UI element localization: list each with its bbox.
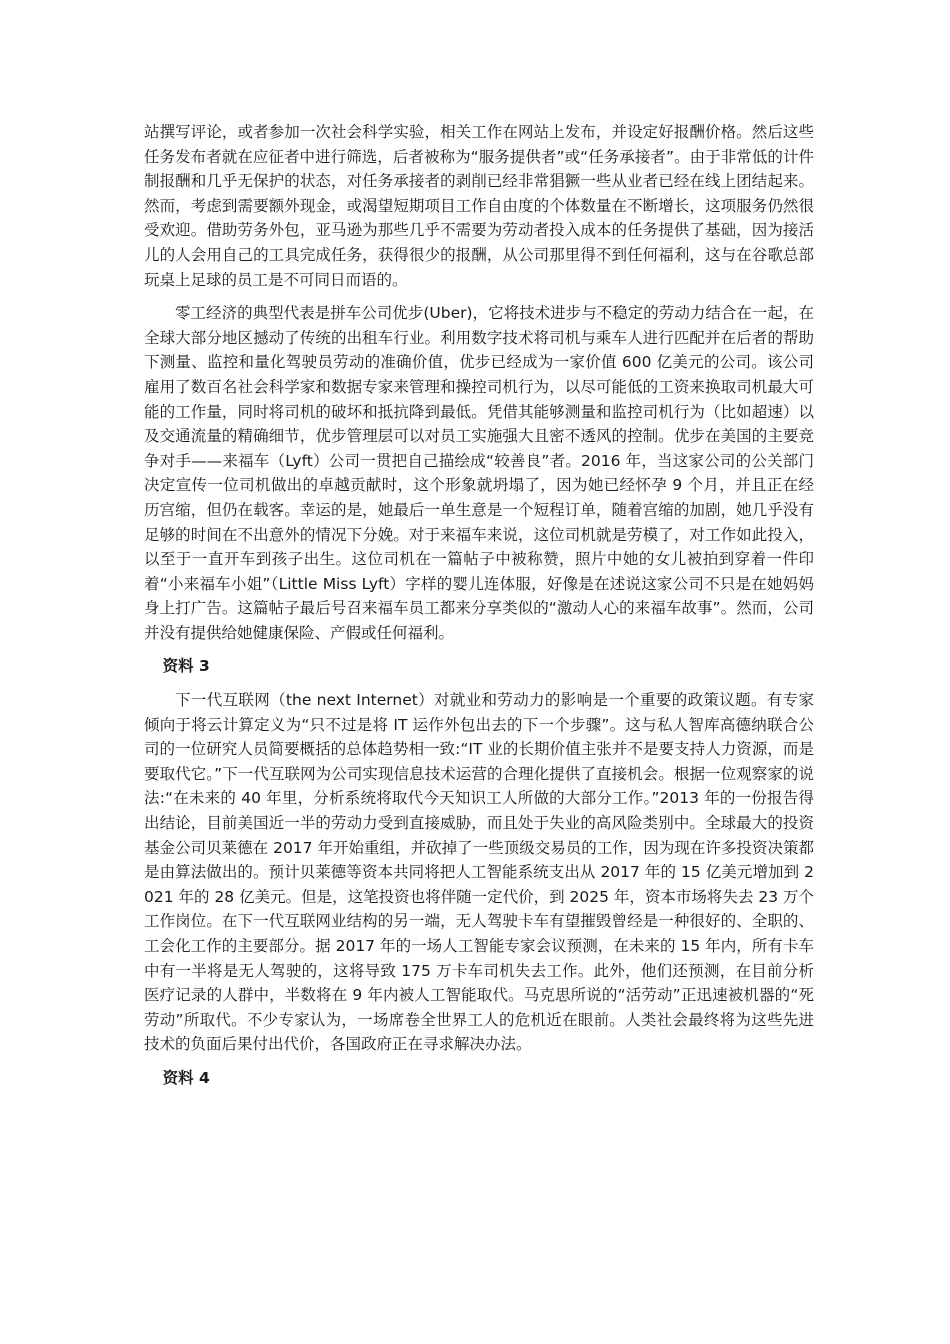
document-page (144, 120, 814, 1091)
paragraph-next-internet: 下一代互联网（the next Internet）对就业和劳动力的影响是一个重要的政策议题。有专家倾向于将云计算定义为“只不过是将 IT 运作外包出去的下一个步骤”。这与私人智库高德纳联合公司的一位研究人员简要概括的总体趋势相一致:“IT 业的长期价值主张并不是要支持人力资源，而是要取代它。”下一代互联网为公司实现信息技术运营的合理化提供了直接机会。根据一位观察家的说法:“在未来的 40 年里，分析系统将取代今天知识工人所做的大部分工作。”2013 年的一份报告得出结论，目前美国近一半的劳动力受到直接威胁，而且处于失业的高风险类别中。全球最大的投资基金公司贝莱德在 2017 年开始重组，并砍掉了一些顶级交易员的工作，因为现在许多投资决策都是由算法做出的。预计贝莱德等资本共同将把人工智能系统支出从 2017 年的 15 亿美元增加到 2021 年的 28 亿美元。但是，这笔投资也将伴随一定代价，到 2025 年，资本市场将失去 23 万个工作岗位。在下一代互联网业结构的另一端，无人驾驶卡车有望摧毁曾经是一种很好的、全职的、工会化工作的主要部分。据 2017 年的一场人工智能专家会议预测，在未来的 15 年内，所有卡车中有一半将是无人驾驶的，这将导致 175 万卡车司机失去工作。此外，他们还预测，在目前分析医疗记录的人群中，半数将在 9 年内被人工智能取代。马克思所说的“活劳动”正迅速被机器的“死劳动”所取代。不少专家认为，一场席卷全世界工人的危机近在眼前。人类社会最终将为这些先进技术的负面后果付出代价，各国政府正在寻求解决办法。 (144, 691, 814, 1054)
paragraph-continued: 站撰写评论，或者参加一次社会科学实验，相关工作在网站上发布，并设定好报酬价格。然后这些任务发布者就在应征者中进行筛选，后者被称为“服务提供者”或“任务承接者”。由于非常低的计件制报酬和几乎无保护的状态，对任务承接者的剥削已经非常猖獗一些从业者已经在线上团结起来。然而，考虑到需要额外现金，或渴望短期项目工作自由度的个体数量在不断增长，这项服务仍然很受欢迎。借助劳务外包，亚马逊为那些几乎不需要为劳动者投入成本的任务提供了基础，因为接活儿的人会用自己的工具完成任务，获得很少的报酬，从公司那里得不到任何福利，这与在谷歌总部玩桌上足球的员工是不可同日而语的。 (144, 123, 814, 289)
paragraph-uber: 零工经济的典型代表是拼车公司优步(Uber)，它将技术进步与不稳定的劳动力结合在一起，在全球大部分地区撼动了传统的出租车行业。利用数字技术将司机与乘车人进行匹配并在后者的帮助下测量、监控和量化驾驶员劳动的准确价值，优步已经成为一家价值 600 亿美元的公司。该公司雇用了数百名社会科学家和数据专家来管理和操控司机行为，以尽可能低的工资来换取司机最大可能的工作量，同时将司机的破坏和抵抗降到最低。凭借其能够测量和监控司机行为（比如超速）以及交通流量的精确细节，优步管理层可以对员工实施强大且密不透风的控制。优步在美国的主要竞争对手——来福车（Lyft）公司一贯把自己描绘成“较善良”者。2016 年，当这家公司的公关部门决定宣传一位司机做出的卓越贡献时，这个形象就坍塌了，因为她已经怀孕 9 个月，并且正在经历宫缩，但仍在载客。幸运的是，她最后一单生意是一个短程订单，随着宫缩的加剧，她几乎没有足够的时间在不出意外的情况下分娩。对于来福车来说，这位司机就是劳模了，对工作如此投入，以至于一直开车到孩子出生。这位司机在一篇帖子中被称赞，照片中她的女儿被拍到穿着一件印着“小来福车小姐”（Little Miss Lyft）字样的婴儿连体服，好像是在述说这家公司不只是在她妈妈身上打广告。这篇帖子最后号召来福车员工都来分享类似的“激动人心的来福车故事”。然而，公司并没有提供给她健康保险、产假或任何福利。 (144, 304, 814, 642)
section-heading-material-3: 资料 3 (162, 657, 210, 676)
section-heading-material-4: 资料 4 (162, 1068, 210, 1087)
